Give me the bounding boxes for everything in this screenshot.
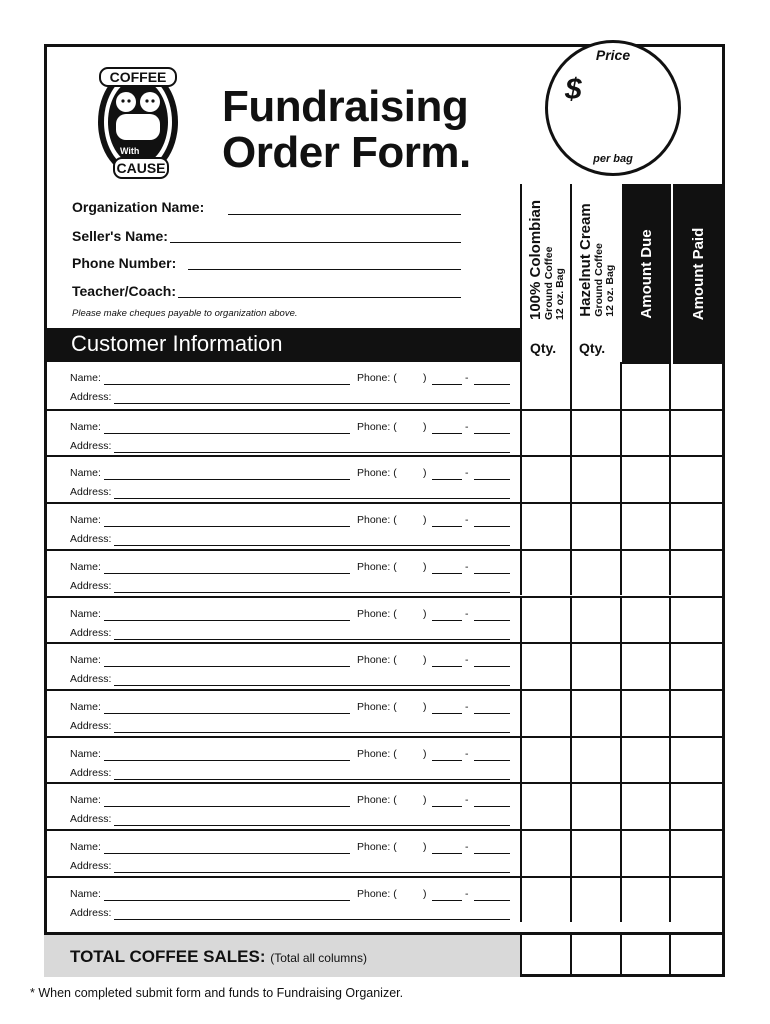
colombian-sub2: 12 oz. Bag [554,268,566,321]
row-name-label: Name: [70,841,101,853]
footer-instruction: * When completed submit form and funds to Fundraising Organizer. [30,986,404,1000]
row-phone-dash: - [465,654,469,667]
row-colombian-qty-cell[interactable] [520,551,572,596]
row-address-label: Address: [70,813,112,826]
row-hazelnut-qty-cell[interactable] [570,504,622,549]
price-label: Price [595,47,631,63]
row-name-field[interactable] [104,610,350,621]
row-amount-paid-cell[interactable] [669,551,724,596]
row-name-label: Name: [70,794,101,807]
title-line-2: Order Form. [222,128,471,177]
row-address-label: Address: [70,486,112,499]
customer-row [44,642,725,689]
row-phone-dash: - [465,467,469,480]
row-address-field[interactable] [114,909,510,920]
row-phone-number-field[interactable] [474,750,510,761]
row-phone-number-field[interactable] [474,423,510,434]
row-hazelnut-qty-cell[interactable] [570,784,622,829]
row-phone-number-field[interactable] [474,610,510,621]
row-name-label: Name: [70,654,101,667]
row-phone-area-field[interactable] [432,890,462,901]
colombian-column-header [520,184,572,364]
totals-row [44,932,725,977]
row-address-label: Address: [70,906,112,919]
total-colombian-cell[interactable] [520,932,572,977]
seller-name-field[interactable] [170,242,461,243]
customer-row [44,736,725,783]
seller-name-label: Seller's Name: [72,228,168,244]
customer-row [44,455,725,502]
row-phone-label: Phone: ( [357,654,397,667]
row-hazelnut-qty-cell[interactable] [570,738,622,783]
row-hazelnut-qty-cell[interactable] [570,551,622,596]
row-phone-close: ) [423,420,427,433]
row-phone-number-field[interactable] [474,374,510,385]
row-name-label: Name: [70,887,101,900]
row-address-label: Address: [70,766,112,779]
row-phone-number-field[interactable] [474,890,510,901]
row-phone-close: ) [423,887,427,900]
row-amount-paid-cell[interactable] [669,411,724,456]
hazelnut-qty-label: Qty. [579,340,606,356]
row-phone-label: Phone: ( [357,467,397,480]
price-per-bag: per bag [593,153,633,165]
row-phone-label: Phone: ( [357,747,397,760]
row-amount-due-cell[interactable] [620,784,671,829]
form-title [222,84,471,176]
row-amount-due-cell[interactable] [620,411,671,456]
row-hazelnut-qty-cell[interactable] [570,878,622,923]
customer-row [44,829,725,876]
row-name-label: Name: [70,420,101,433]
row-amount-due-cell[interactable] [620,362,671,409]
teacher-coach-label: Teacher/Coach: [72,283,176,299]
row-colombian-qty-cell[interactable] [520,784,572,829]
customer-row [44,782,725,829]
row-name-field[interactable] [104,703,350,714]
row-address-label: Address: [70,860,112,872]
phone-number-label: Phone Number: [72,255,177,271]
row-phone-number-field[interactable] [474,516,510,527]
row-phone-dash: - [465,420,469,433]
row-phone-close: ) [423,654,427,667]
row-phone-close: ) [423,700,427,713]
row-address-field[interactable] [114,582,510,593]
row-phone-close: ) [423,794,427,807]
row-amount-due-cell[interactable] [620,551,671,596]
customer-row [44,409,725,456]
row-amount-due-cell[interactable] [620,457,671,502]
row-name-field[interactable] [104,563,350,574]
row-phone-label: Phone: ( [357,841,397,853]
row-colombian-qty-cell[interactable] [520,362,572,409]
hazelnut-column-header [570,184,622,364]
row-phone-close: ) [423,560,427,573]
row-name-field[interactable] [104,423,350,434]
row-amount-due-cell[interactable] [620,831,671,876]
row-phone-label: Phone: ( [357,420,397,433]
row-address-field[interactable] [114,722,510,733]
row-phone-area-field[interactable] [432,610,462,621]
row-name-field[interactable] [104,374,350,385]
row-phone-area-field[interactable] [432,563,462,574]
row-phone-close: ) [423,372,427,384]
row-address-label: Address: [70,673,112,686]
customer-row [44,596,725,643]
row-colombian-qty-cell[interactable] [520,411,572,456]
row-name-label: Name: [70,372,101,384]
cheque-note: Please make cheques payable to organization above. [72,308,298,319]
row-phone-area-field[interactable] [432,469,462,480]
row-phone-area-field[interactable] [432,796,462,807]
teacher-coach-field[interactable] [178,297,461,298]
row-name-label: Name: [70,700,101,713]
hazelnut-sub1: Ground Coffee [593,243,605,317]
row-phone-label: Phone: ( [357,560,397,573]
colombian-title: 100% Colombian [527,199,544,321]
total-amount-due-cell[interactable] [620,932,671,977]
row-phone-number-field[interactable] [474,703,510,714]
row-colombian-qty-cell[interactable] [520,457,572,502]
row-name-label: Name: [70,560,101,573]
row-phone-close: ) [423,747,427,760]
row-phone-area-field[interactable] [432,374,462,385]
row-colombian-qty-cell[interactable] [520,504,572,549]
row-phone-area-field[interactable] [432,843,462,854]
row-colombian-qty-cell[interactable] [520,598,572,643]
row-name-field[interactable] [104,516,350,527]
row-colombian-qty-cell[interactable] [520,644,572,689]
hazelnut-sub2: 12 oz. Bag [604,264,616,317]
row-phone-number-field[interactable] [474,656,510,667]
organization-name-label: Organization Name: [72,199,205,215]
customer-information-bar [44,328,522,362]
customer-row [44,362,725,409]
row-amount-paid-cell[interactable] [669,831,724,876]
row-address-label: Address: [70,579,112,592]
row-phone-dash: - [465,747,469,760]
customer-row [44,689,725,736]
row-address-label: Address: [70,626,112,639]
row-colombian-qty-cell[interactable] [520,691,572,736]
row-amount-paid-cell[interactable] [669,878,724,923]
row-hazelnut-qty-cell[interactable] [570,362,622,409]
row-phone-dash: - [465,841,469,853]
row-amount-due-cell[interactable] [620,691,671,736]
row-phone-label: Phone: ( [357,607,397,620]
svg-text:COFFEE: COFFEE [109,69,167,85]
row-amount-paid-cell[interactable] [669,362,724,409]
row-hazelnut-qty-cell[interactable] [570,691,622,736]
row-name-field[interactable] [104,469,350,480]
svg-text:CAUSE: CAUSE [116,160,166,176]
row-address-field[interactable] [114,442,510,453]
row-address-field[interactable] [114,815,510,826]
row-phone-close: ) [423,467,427,480]
total-hazelnut-cell[interactable] [570,932,622,977]
row-amount-paid-cell[interactable] [669,691,724,736]
customer-information-title: Customer Information [71,331,283,356]
row-name-field[interactable] [104,843,350,854]
row-phone-number-field[interactable] [474,469,510,480]
price-circle[interactable] [545,40,681,176]
total-sales-label: TOTAL COFFEE SALES: [70,947,266,966]
row-phone-label: Phone: ( [357,887,397,900]
row-address-field[interactable] [114,862,510,873]
row-phone-number-field[interactable] [474,796,510,807]
row-hazelnut-qty-cell[interactable] [570,831,622,876]
row-phone-label: Phone: ( [357,372,397,384]
row-hazelnut-qty-cell[interactable] [570,644,622,689]
row-address-label: Address: [70,719,112,732]
row-phone-label: Phone: ( [357,514,397,527]
row-phone-close: ) [423,607,427,620]
row-phone-dash: - [465,514,469,527]
total-amount-paid-cell[interactable] [669,932,724,977]
row-phone-dash: - [465,700,469,713]
row-name-field[interactable] [104,796,350,807]
row-amount-due-cell[interactable] [620,598,671,643]
row-address-field[interactable] [114,769,510,780]
customer-row [44,502,725,549]
row-amount-due-cell[interactable] [620,878,671,923]
row-address-field[interactable] [114,675,510,686]
row-name-label: Name: [70,467,101,480]
row-phone-area-field[interactable] [432,656,462,667]
row-hazelnut-qty-cell[interactable] [570,411,622,456]
row-address-label: Address: [70,439,112,452]
coffee-with-cause-logo [96,64,180,184]
row-phone-number-field[interactable] [474,843,510,854]
colombian-qty-label: Qty. [530,340,557,356]
amount-paid-label: Amount Paid [690,227,707,321]
row-address-field[interactable] [114,629,510,640]
row-address-field[interactable] [114,488,510,499]
row-amount-paid-cell[interactable] [669,738,724,783]
dollar-sign: $ [565,73,582,106]
row-name-field[interactable] [104,656,350,667]
row-amount-paid-cell[interactable] [669,644,724,689]
row-address-label: Address: [70,391,112,403]
row-address-field[interactable] [114,393,510,404]
row-amount-paid-cell[interactable] [669,598,724,643]
row-colombian-qty-cell[interactable] [520,878,572,923]
row-amount-due-cell[interactable] [620,644,671,689]
row-phone-close: ) [423,841,427,853]
row-colombian-qty-cell[interactable] [520,738,572,783]
row-phone-dash: - [465,887,469,900]
colombian-sub1: Ground Coffee [543,246,555,321]
row-hazelnut-qty-cell[interactable] [570,598,622,643]
row-phone-close: ) [423,514,427,527]
row-phone-area-field[interactable] [432,423,462,434]
row-amount-due-cell[interactable] [620,504,671,549]
organization-name-field[interactable] [228,214,461,215]
amount-due-label: Amount Due [637,229,655,319]
hazelnut-title: Hazelnut Cream [577,203,594,317]
customer-row [44,876,725,923]
row-phone-label: Phone: ( [357,700,397,713]
row-phone-dash: - [465,372,469,384]
row-name-field[interactable] [104,890,350,901]
amount-paid-header [671,184,725,364]
row-phone-area-field[interactable] [432,516,462,527]
row-name-label: Name: [70,607,101,620]
customer-row [44,549,725,596]
row-phone-area-field[interactable] [432,750,462,761]
total-sales-sub: (Total all columns) [270,951,367,965]
row-colombian-qty-cell[interactable] [520,831,572,876]
row-amount-paid-cell[interactable] [669,457,724,502]
row-name-label: Name: [70,747,101,760]
phone-number-field[interactable] [188,269,461,270]
title-line-1: Fundraising [222,82,469,131]
row-address-label: Address: [70,533,112,546]
row-address-field[interactable] [114,535,510,546]
amount-due-header [622,184,671,364]
row-amount-paid-cell[interactable] [669,784,724,829]
row-hazelnut-qty-cell[interactable] [570,457,622,502]
row-amount-due-cell[interactable] [620,738,671,783]
row-phone-number-field[interactable] [474,563,510,574]
row-name-field[interactable] [104,750,350,761]
svg-text:With: With [120,146,140,156]
row-phone-label: Phone: ( [357,794,397,807]
row-amount-paid-cell[interactable] [669,504,724,549]
row-phone-dash: - [465,794,469,807]
row-phone-dash: - [465,560,469,573]
row-name-label: Name: [70,514,101,527]
row-phone-dash: - [465,607,469,620]
row-phone-area-field[interactable] [432,703,462,714]
